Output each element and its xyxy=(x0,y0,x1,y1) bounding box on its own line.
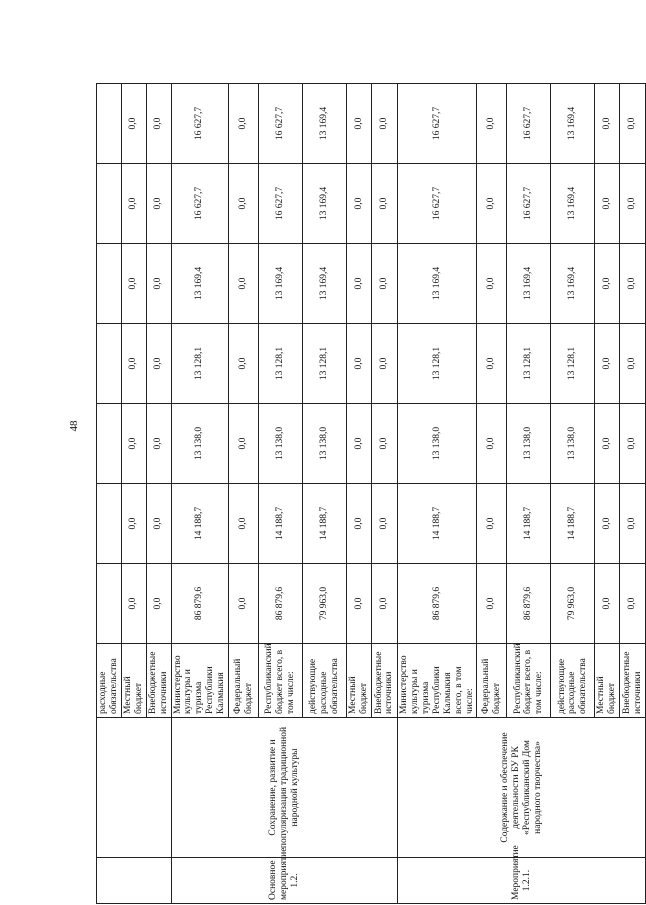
value-cell: 13 169,4 xyxy=(551,164,595,244)
value-cell: 0,0 xyxy=(477,564,507,644)
table-row xyxy=(97,34,122,904)
value-cell xyxy=(97,564,122,644)
value-cell: 13 169,4 xyxy=(551,84,595,164)
blank-name-cell xyxy=(97,718,172,858)
value-cell: 13 169,4 xyxy=(259,244,303,324)
value-cell: 13 128,1 xyxy=(303,324,347,404)
value-cell: 0,0 xyxy=(620,244,646,324)
value-cell: 16 627,7 xyxy=(259,164,303,244)
source-cell: действующие расходные обязательства xyxy=(303,644,347,718)
source-cell: Внебюджетные источники xyxy=(620,644,646,718)
value-cell: 0,0 xyxy=(347,244,372,324)
value-cell xyxy=(97,484,122,564)
value-cell: 16 627,7 xyxy=(397,164,476,244)
value-cell: 0,0 xyxy=(595,244,620,324)
value-cell: 13 138,0 xyxy=(551,404,595,484)
source-cell: Республиканский бюджет всего, в том числе: xyxy=(507,644,551,718)
value-cell: 13 169,4 xyxy=(507,244,551,324)
source-cell: Республиканский бюджет всего, в том числе: xyxy=(259,644,303,718)
value-cell: 0,0 xyxy=(229,324,259,404)
value-cell: 13 138,0 xyxy=(303,404,347,484)
value-cell xyxy=(97,244,122,324)
value-cell: 16 627,7 xyxy=(507,84,551,164)
value-cell: 0,0 xyxy=(121,484,146,564)
value-cell: 0,0 xyxy=(229,404,259,484)
value-cell: 13 138,0 xyxy=(171,404,229,484)
value-cell: 0,0 xyxy=(595,164,620,244)
value-cell: 14 188,7 xyxy=(303,484,347,564)
value-cell: 0,0 xyxy=(146,84,171,164)
value-cell: 0,0 xyxy=(229,484,259,564)
value-cell: 0,0 xyxy=(146,564,171,644)
value-cell: 16 627,7 xyxy=(507,164,551,244)
value-cell: 13 169,4 xyxy=(171,244,229,324)
value-cell xyxy=(97,164,122,244)
group-name: Содержание и обеспечение деятельности БУ РК «Республиканский Дом народного творчества» xyxy=(397,718,645,858)
value-cell: 0,0 xyxy=(477,484,507,564)
source-cell: Местный бюджет xyxy=(121,644,146,718)
value-cell: 0,0 xyxy=(229,564,259,644)
value-cell: 14 188,7 xyxy=(507,484,551,564)
value-cell xyxy=(97,404,122,484)
value-cell: 16 627,7 xyxy=(397,84,476,164)
source-cell: действующие расходные обязательства xyxy=(551,644,595,718)
value-cell: 0,0 xyxy=(620,84,646,164)
value-cell: 0,0 xyxy=(347,324,372,404)
value-cell: 0,0 xyxy=(121,84,146,164)
value-cell: 0,0 xyxy=(477,244,507,324)
value-cell: 0,0 xyxy=(477,164,507,244)
value-cell xyxy=(97,324,122,404)
value-cell: 0,0 xyxy=(121,324,146,404)
value-cell: 0,0 xyxy=(371,404,397,484)
value-cell: 0,0 xyxy=(371,324,397,404)
value-cell: 0,0 xyxy=(347,84,372,164)
value-cell: 13 128,1 xyxy=(171,324,229,404)
value-cell: 13 169,4 xyxy=(303,84,347,164)
value-cell: 86 879,6 xyxy=(171,564,229,644)
value-cell: 0,0 xyxy=(146,404,171,484)
table-body xyxy=(97,34,646,904)
blank-code-cell xyxy=(97,858,172,904)
value-cell: 0,0 xyxy=(371,164,397,244)
value-cell: 14 188,7 xyxy=(397,484,476,564)
value-cell: 14 188,7 xyxy=(171,484,229,564)
budget-table-sheet xyxy=(96,34,643,904)
value-cell: 13 128,1 xyxy=(259,324,303,404)
value-cell: 0,0 xyxy=(371,244,397,324)
value-cell: 13 138,0 xyxy=(507,404,551,484)
group-code: Мероприятие 1.2.1. xyxy=(397,858,645,904)
value-cell: 0,0 xyxy=(620,324,646,404)
value-cell: 0,0 xyxy=(477,404,507,484)
value-cell: 86 879,6 xyxy=(507,564,551,644)
value-cell: 0,0 xyxy=(620,484,646,564)
value-cell: 0,0 xyxy=(146,324,171,404)
value-cell: 0,0 xyxy=(347,404,372,484)
value-cell: 0,0 xyxy=(121,164,146,244)
value-cell: 0,0 xyxy=(371,84,397,164)
value-cell: 0,0 xyxy=(121,244,146,324)
value-cell: 13 128,1 xyxy=(551,324,595,404)
value-cell: 0,0 xyxy=(146,164,171,244)
source-cell: Внебюджетные источники xyxy=(146,644,171,718)
value-cell: 0,0 xyxy=(347,564,372,644)
value-cell: 13 169,4 xyxy=(397,244,476,324)
value-cell: 16 627,7 xyxy=(171,164,229,244)
value-cell: 0,0 xyxy=(595,84,620,164)
value-cell: 16 627,7 xyxy=(171,84,229,164)
value-cell: 0,0 xyxy=(121,404,146,484)
value-cell: 16 627,7 xyxy=(259,84,303,164)
page-number: 48 xyxy=(68,420,80,432)
value-cell: 0,0 xyxy=(595,484,620,564)
source-cell: расходные обязательства xyxy=(97,644,122,718)
value-cell: 0,0 xyxy=(477,84,507,164)
value-cell: 0,0 xyxy=(229,244,259,324)
value-cell: 79 963,0 xyxy=(303,564,347,644)
source-cell: Федеральный бюджет xyxy=(477,644,507,718)
source-cell: Внебюджетные источники xyxy=(371,644,397,718)
value-cell: 0,0 xyxy=(121,564,146,644)
source-cell: Местный бюджет xyxy=(595,644,620,718)
value-cell: 0,0 xyxy=(229,84,259,164)
value-cell: 0,0 xyxy=(347,164,372,244)
value-cell: 0,0 xyxy=(146,484,171,564)
value-cell: 13 169,4 xyxy=(303,244,347,324)
value-cell: 0,0 xyxy=(371,484,397,564)
value-cell: 0,0 xyxy=(371,564,397,644)
group-code: Основное мероприятие 1.2. xyxy=(171,858,397,904)
value-cell: 0,0 xyxy=(146,244,171,324)
budget-table xyxy=(96,33,646,904)
value-cell: 0,0 xyxy=(477,324,507,404)
value-cell: 13 128,1 xyxy=(507,324,551,404)
group-name: Сохранение, развитие и популяризация традиционной народной культуры xyxy=(171,718,397,858)
value-cell: 0,0 xyxy=(595,564,620,644)
value-cell: 13 138,0 xyxy=(259,404,303,484)
value-cell: 0,0 xyxy=(620,404,646,484)
source-cell: Федеральный бюджет xyxy=(229,644,259,718)
value-cell: 86 879,6 xyxy=(397,564,476,644)
value-cell: 0,0 xyxy=(620,564,646,644)
value-cell: 13 128,1 xyxy=(397,324,476,404)
value-cell: 0,0 xyxy=(229,164,259,244)
value-cell: 0,0 xyxy=(595,324,620,404)
value-cell: 13 138,0 xyxy=(397,404,476,484)
source-cell: Министерство культуры и туризма Республики Калмыкия всего, в том числе: xyxy=(397,644,476,718)
value-cell: 14 188,7 xyxy=(259,484,303,564)
value-cell xyxy=(97,84,122,164)
value-cell: 79 963,0 xyxy=(551,564,595,644)
source-cell: Местный бюджет xyxy=(347,644,372,718)
source-cell: Министерство культуры и туризма Республики Калмыкия xyxy=(171,644,229,718)
table-row xyxy=(397,34,476,904)
value-cell: 13 169,4 xyxy=(303,164,347,244)
value-cell: 86 879,6 xyxy=(259,564,303,644)
table-row xyxy=(171,34,229,904)
value-cell: 14 188,7 xyxy=(551,484,595,564)
value-cell: 0,0 xyxy=(595,404,620,484)
value-cell: 0,0 xyxy=(347,484,372,564)
value-cell: 13 169,4 xyxy=(551,244,595,324)
value-cell: 0,0 xyxy=(620,164,646,244)
